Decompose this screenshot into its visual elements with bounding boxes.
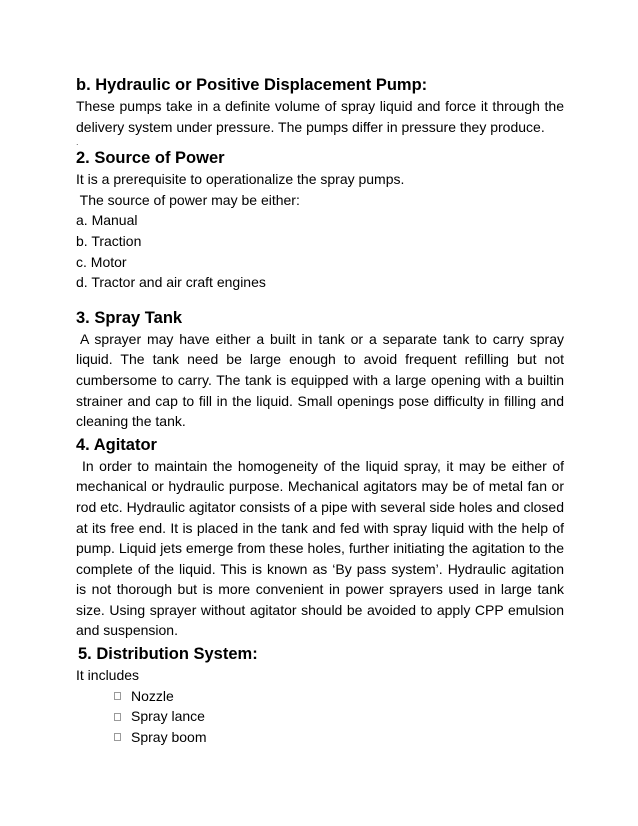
paragraph-hydraulic-pump: These pumps take in a definite volume of spray liquid and force it through the delivery system under pressure. The pumps differ in pressure they produce. [76, 98, 564, 135]
list-item-label: Spray lance [131, 708, 205, 725]
paragraph-agitator: In order to maintain the homogeneity of the liquid spray, it may be either of mechanical or hydraulic purpose. Mechanical agitators may be of metal fan or rod etc. Hydraulic agitator consists of a pipe with several side holes and closed at its free end. It is placed in the tank and fed with spray liquid with the help of pump. Liquid jets emerge from these holes, further initiating the agitation to the complete of the liquid. This is known as ‘By pass system’. Hydraulic agitation is not thorough but is more convenient in power sprayers used in large tank size. Using sprayer without agitator should be avoided to apply CPP emulsion and suspension. [76, 457, 564, 639]
section-gap [76, 293, 564, 307]
bullet-box-icon [114, 733, 121, 741]
distribution-intro: It includes [76, 667, 140, 684]
heading-agitator: 4. Agitator [76, 435, 157, 454]
list-item-label: Spray boom [131, 728, 207, 745]
distribution-list [76, 686, 564, 748]
paragraph-spray-tank: A sprayer may have either a built in tank or a separate tank to carry spray liquid. The tank need be large enough to avoid frequent refilling but not cumbersome to carry. The tank is equipped with a large opening with a builtin strainer and cap to fill in the liquid. Small openings pose difficulty in filling and cleaning the tank. [76, 330, 564, 430]
heading-source-of-power: 2. Source of Power [76, 149, 225, 168]
power-item-motor: c. Motor [76, 253, 127, 270]
stray-mark: . [76, 137, 79, 148]
document-page [76, 74, 564, 747]
heading-hydraulic-pump: b. Hydraulic or Positive Displacement Pump: [76, 76, 428, 94]
power-line-2: The source of power may be either: [76, 191, 300, 208]
heading-spray-tank: 3. Spray Tank [76, 308, 183, 327]
bullet-box-icon [114, 692, 121, 700]
bullet-box-icon [114, 713, 121, 721]
list-item [114, 706, 564, 727]
list-item-label: Nozzle [131, 687, 174, 704]
list-item [114, 686, 564, 707]
power-item-traction: b. Traction [76, 232, 142, 249]
heading-distribution-system: 5. Distribution System: [78, 645, 258, 664]
power-line-1: It is a prerequisite to operationalize the spray pumps. [76, 171, 405, 188]
power-item-engines: d. Tractor and air craft engines [76, 274, 266, 291]
list-item [114, 727, 564, 748]
power-item-manual: a. Manual [76, 212, 138, 229]
